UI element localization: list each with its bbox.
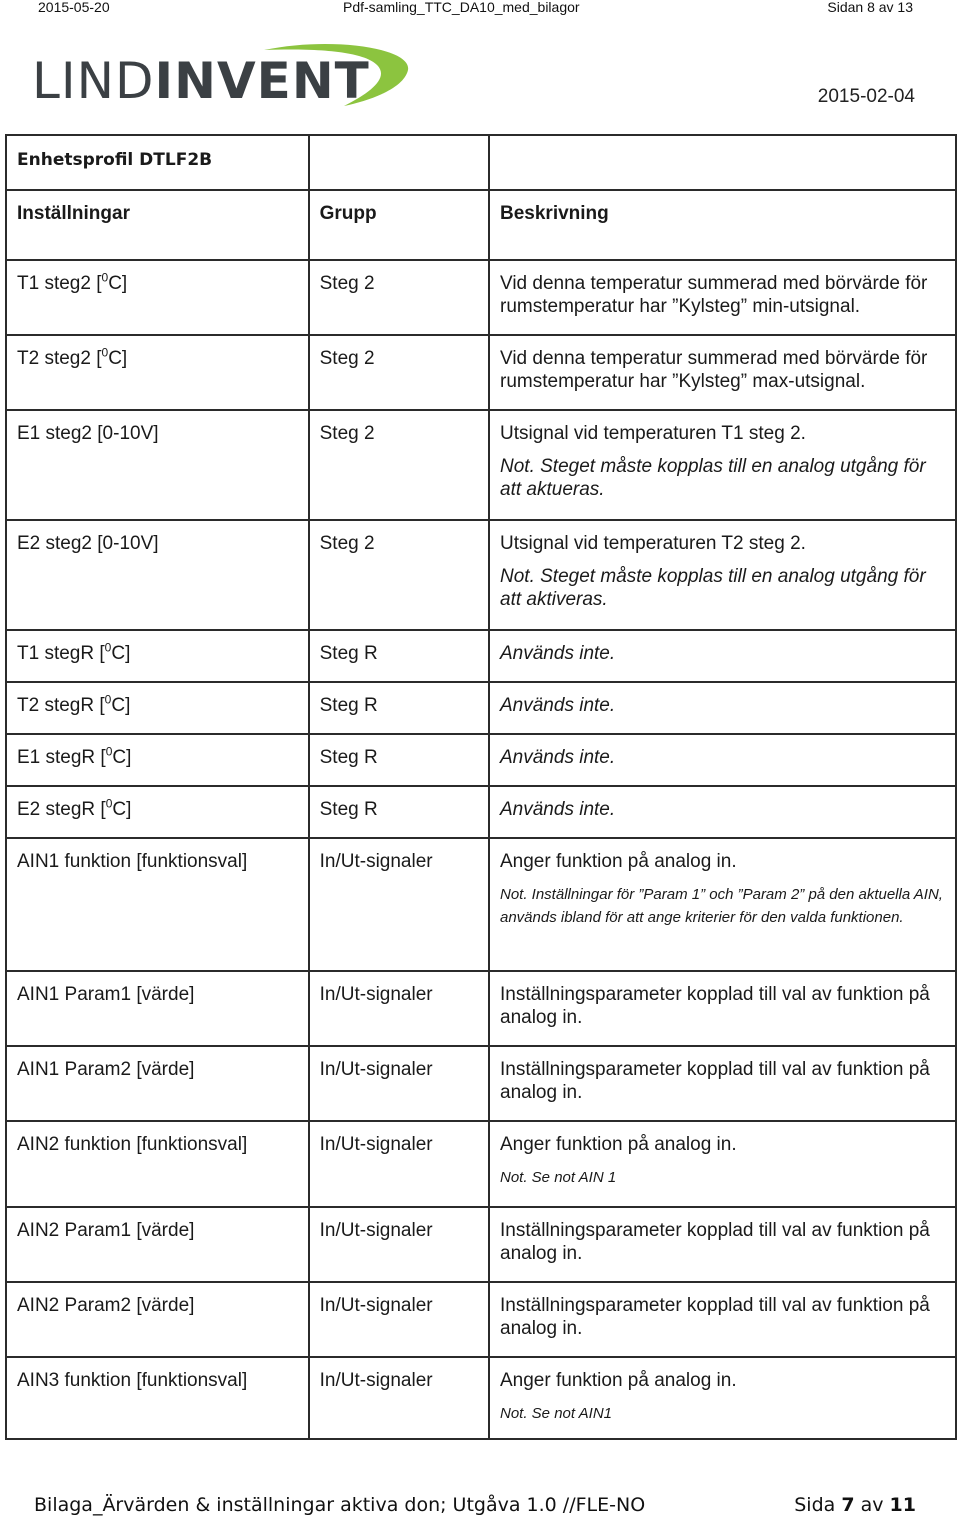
description-text: Används inte.: [500, 747, 616, 768]
footer-page-mid: av: [854, 1494, 890, 1516]
table-row: [6, 1121, 956, 1207]
description-note: Not. Inställningar för ”Param 1” och ”Param 2” på den aktuella AIN, används ibland för att ange kriterier för den valda funktionen.: [500, 886, 943, 926]
setting-name: [6, 734, 309, 786]
table-title-row: [6, 135, 956, 190]
setting-description: [489, 1207, 956, 1282]
table-row: [6, 335, 956, 410]
settings-table: [5, 134, 957, 1440]
setting-name-text: E2 stegR [: [17, 799, 106, 820]
table-row: [6, 838, 956, 971]
setting-group: Steg 2: [309, 335, 489, 410]
description-text: Utsignal vid temperaturen T2 steg 2.: [500, 533, 806, 554]
setting-description: [489, 1357, 956, 1439]
setting-name-text: AIN2 Param2 [värde]: [17, 1295, 195, 1316]
description-text: Anger funktion på analog in.: [500, 851, 737, 872]
description-text: Används inte.: [500, 695, 616, 716]
setting-name: [6, 682, 309, 734]
description-text: Vid denna temperatur summerad med börvärde för rumstemperatur har ”Kylsteg” min-utsignal.: [500, 273, 928, 317]
header-group: Grupp: [309, 190, 489, 260]
page-footer: [34, 1494, 916, 1516]
setting-name-text: AIN2 Param1 [värde]: [17, 1220, 195, 1241]
setting-description: [489, 971, 956, 1046]
description-note: Not. Steget måste kopplas till en analog utgång för att aktueras.: [500, 456, 926, 500]
setting-description: [489, 410, 956, 520]
description-text: Vid denna temperatur summerad med börvärde för rumstemperatur har ”Kylsteg” max-utsignal.: [500, 348, 928, 392]
setting-name-text: E1 stegR [: [17, 747, 106, 768]
table-row: [6, 734, 956, 786]
setting-name-text: AIN3 funktion [funktionsval]: [17, 1370, 248, 1391]
table-row: [6, 971, 956, 1046]
table-title: Enhetsprofil DTLF2B: [6, 135, 309, 190]
degree-superscript: 0: [105, 796, 113, 811]
description-text: Utsignal vid temperaturen T1 steg 2.: [500, 423, 806, 444]
description-text: Inställningsparameter kopplad till val av funktion på analog in.: [500, 984, 930, 1028]
description-note: Not. Se not AIN1: [500, 1405, 613, 1422]
setting-description: [489, 786, 956, 838]
footer-page-number: [794, 1494, 916, 1516]
setting-name: [6, 1121, 309, 1207]
setting-description: [489, 1121, 956, 1207]
footer-page-current: 7: [841, 1494, 855, 1516]
setting-group: In/Ut-signaler: [309, 1357, 489, 1439]
setting-name: [6, 335, 309, 410]
setting-name: [6, 786, 309, 838]
setting-unit: C]: [112, 747, 132, 768]
table-row: [6, 1207, 956, 1282]
setting-group: In/Ut-signaler: [309, 838, 489, 971]
svg-text:LINDINVENT: [32, 52, 370, 110]
setting-group: In/Ut-signaler: [309, 1282, 489, 1357]
setting-group: Steg R: [309, 630, 489, 682]
degree-superscript: 0: [104, 640, 112, 655]
table-row: [6, 630, 956, 682]
table-row: [6, 1046, 956, 1121]
logo-text-bold: INVENT: [154, 52, 370, 110]
footer-page-prefix: Sida: [794, 1494, 842, 1516]
description-text: Används inte.: [500, 643, 616, 664]
setting-unit: C]: [111, 643, 131, 664]
setting-name-text: AIN2 funktion [funktionsval]: [17, 1134, 248, 1155]
setting-name: [6, 630, 309, 682]
setting-name: [6, 971, 309, 1046]
setting-name-text: AIN1 Param1 [värde]: [17, 984, 195, 1005]
setting-description: [489, 335, 956, 410]
setting-description: [489, 520, 956, 630]
degree-superscript: 0: [105, 744, 113, 759]
lindinvent-logo: [32, 40, 412, 110]
print-date: 2015-05-20: [38, 0, 110, 15]
setting-name-text: E2 steg2 [0-10V]: [17, 533, 159, 554]
description-text: Anger funktion på analog in.: [500, 1134, 737, 1155]
setting-unit: C]: [111, 695, 131, 716]
setting-description: [489, 682, 956, 734]
description-text: Inställningsparameter kopplad till val av funktion på analog in.: [500, 1059, 930, 1103]
setting-name: [6, 260, 309, 335]
setting-group: In/Ut-signaler: [309, 1046, 489, 1121]
footer-page-total: 11: [889, 1494, 916, 1516]
setting-name-text: E1 steg2 [0-10V]: [17, 423, 159, 444]
setting-description: [489, 838, 956, 971]
degree-superscript: 0: [101, 345, 109, 360]
top-bar: [0, 0, 960, 16]
setting-group: Steg 2: [309, 410, 489, 520]
logo-text-light: LIND: [32, 52, 155, 110]
setting-name-text: AIN1 Param2 [värde]: [17, 1059, 195, 1080]
empty-cell: [489, 135, 956, 190]
document-name: Pdf-samling_TTC_DA10_med_bilagor: [343, 0, 580, 15]
degree-superscript: 0: [104, 692, 112, 707]
setting-unit: C]: [112, 799, 132, 820]
header-settings: Inställningar: [6, 190, 309, 260]
table-row: [6, 410, 956, 520]
setting-name-text: T2 steg2 [: [17, 348, 102, 369]
description-text: Används inte.: [500, 799, 616, 820]
description-text: Anger funktion på analog in.: [500, 1370, 737, 1391]
setting-group: Steg R: [309, 786, 489, 838]
document-date: 2015-02-04: [817, 86, 915, 107]
empty-cell: [309, 135, 489, 190]
setting-group: Steg R: [309, 734, 489, 786]
setting-name: [6, 1357, 309, 1439]
setting-description: [489, 734, 956, 786]
degree-superscript: 0: [101, 270, 109, 285]
setting-group: Steg R: [309, 682, 489, 734]
table-row: [6, 1357, 956, 1439]
page-counter: Sidan 8 av 13: [827, 0, 913, 15]
setting-group: Steg 2: [309, 260, 489, 335]
table-row: [6, 786, 956, 838]
setting-name-text: T1 steg2 [: [17, 273, 102, 294]
setting-name: [6, 1282, 309, 1357]
setting-group: Steg 2: [309, 520, 489, 630]
setting-name: [6, 520, 309, 630]
header-description: Beskrivning: [489, 190, 956, 260]
setting-group: In/Ut-signaler: [309, 971, 489, 1046]
table-header-row: [6, 190, 956, 260]
description-text: Inställningsparameter kopplad till val av funktion på analog in.: [500, 1295, 930, 1339]
setting-description: [489, 1046, 956, 1121]
setting-name-text: AIN1 funktion [funktionsval]: [17, 851, 248, 872]
setting-description: [489, 260, 956, 335]
setting-name-text: T1 stegR [: [17, 643, 105, 664]
setting-unit: C]: [108, 348, 128, 369]
table-row: [6, 1282, 956, 1357]
setting-name: [6, 838, 309, 971]
setting-name: [6, 1046, 309, 1121]
table-row: [6, 682, 956, 734]
table-row: [6, 260, 956, 335]
table-row: [6, 520, 956, 630]
setting-name-text: T2 stegR [: [17, 695, 105, 716]
setting-group: In/Ut-signaler: [309, 1207, 489, 1282]
setting-group: In/Ut-signaler: [309, 1121, 489, 1207]
setting-name: [6, 1207, 309, 1282]
description-note: Not. Se not AIN 1: [500, 1169, 617, 1186]
description-note: Not. Steget måste kopplas till en analog utgång för att aktiveras.: [500, 566, 926, 610]
setting-unit: C]: [108, 273, 128, 294]
description-text: Inställningsparameter kopplad till val av funktion på analog in.: [500, 1220, 930, 1264]
setting-description: [489, 1282, 956, 1357]
setting-description: [489, 630, 956, 682]
setting-name: [6, 410, 309, 520]
footer-document-info: Bilaga_Ärvärden & inställningar aktiva don; Utgåva 1.0 //FLE-NO: [34, 1494, 646, 1516]
